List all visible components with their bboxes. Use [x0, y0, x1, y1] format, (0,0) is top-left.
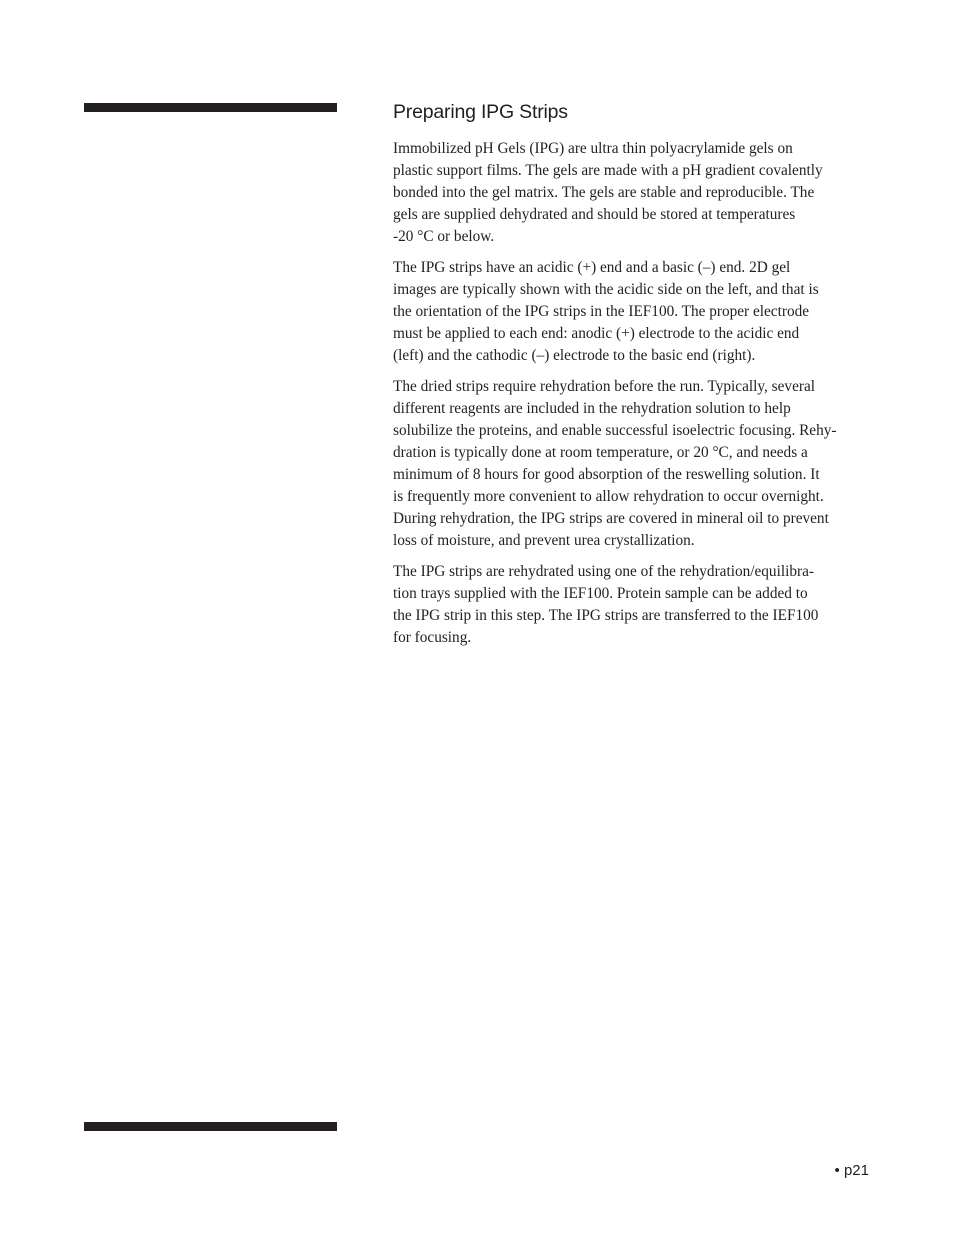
paragraph-ipg-description	[393, 138, 873, 248]
paragraph-line: plastic support films. The gels are made with a pH gradient covalently	[393, 162, 823, 179]
paragraph-strip-orientation	[393, 257, 873, 367]
paragraph-line: The IPG strips are rehydrated using one of the rehydration/equilibra-	[393, 563, 814, 580]
paragraph-line: Immobilized pH Gels (IPG) are ultra thin polyacrylamide gels on	[393, 140, 793, 157]
paragraph-line: the IPG strip in this step. The IPG strips are transferred to the IEF100	[393, 607, 819, 624]
paragraph-line: bonded into the gel matrix. The gels are stable and reproducible. The	[393, 184, 815, 201]
paragraph-line: (left) and the cathodic (–) electrode to the basic end (right).	[393, 347, 756, 364]
top-rule	[84, 103, 337, 112]
bottom-rule	[84, 1122, 337, 1131]
paragraph-line: loss of moisture, and prevent urea crystallization.	[393, 532, 695, 549]
paragraph-line: minimum of 8 hours for good absorption of the reswelling solution. It	[393, 466, 820, 483]
paragraph-line: During rehydration, the IPG strips are covered in mineral oil to prevent	[393, 510, 829, 527]
paragraph-line: different reagents are included in the rehydration solution to help	[393, 400, 791, 417]
paragraph-line: the orientation of the IPG strips in the IEF100. The proper electrode	[393, 303, 810, 320]
section-title: Preparing IPG Strips	[393, 101, 568, 123]
paragraph-line: solubilize the proteins, and enable successful isoelectric focusing. Rehy-	[393, 422, 837, 439]
page-number: • p21	[834, 1162, 869, 1179]
paragraph-line: gels are supplied dehydrated and should be stored at temperatures	[393, 206, 796, 223]
paragraph-line: for focusing.	[393, 629, 472, 646]
paragraph-line: The IPG strips have an acidic (+) end and a basic (–) end. 2D gel	[393, 259, 791, 276]
main-content	[393, 98, 873, 658]
paragraph-line: -20 °C or below.	[393, 228, 495, 245]
paragraph-line: dration is typically done at room temperature, or 20 °C, and needs a	[393, 444, 808, 461]
paragraph-line: must be applied to each end: anodic (+) electrode to the acidic end	[393, 325, 800, 342]
paragraph-rehydration-trays	[393, 561, 873, 649]
paragraph-line: is frequently more convenient to allow rehydration to occur overnight.	[393, 488, 824, 505]
paragraph-line: The dried strips require rehydration before the run. Typically, several	[393, 378, 815, 395]
paragraph-rehydration	[393, 376, 873, 552]
paragraph-line: images are typically shown with the acidic side on the left, and that is	[393, 281, 819, 298]
paragraph-line: tion trays supplied with the IEF100. Protein sample can be added to	[393, 585, 808, 602]
